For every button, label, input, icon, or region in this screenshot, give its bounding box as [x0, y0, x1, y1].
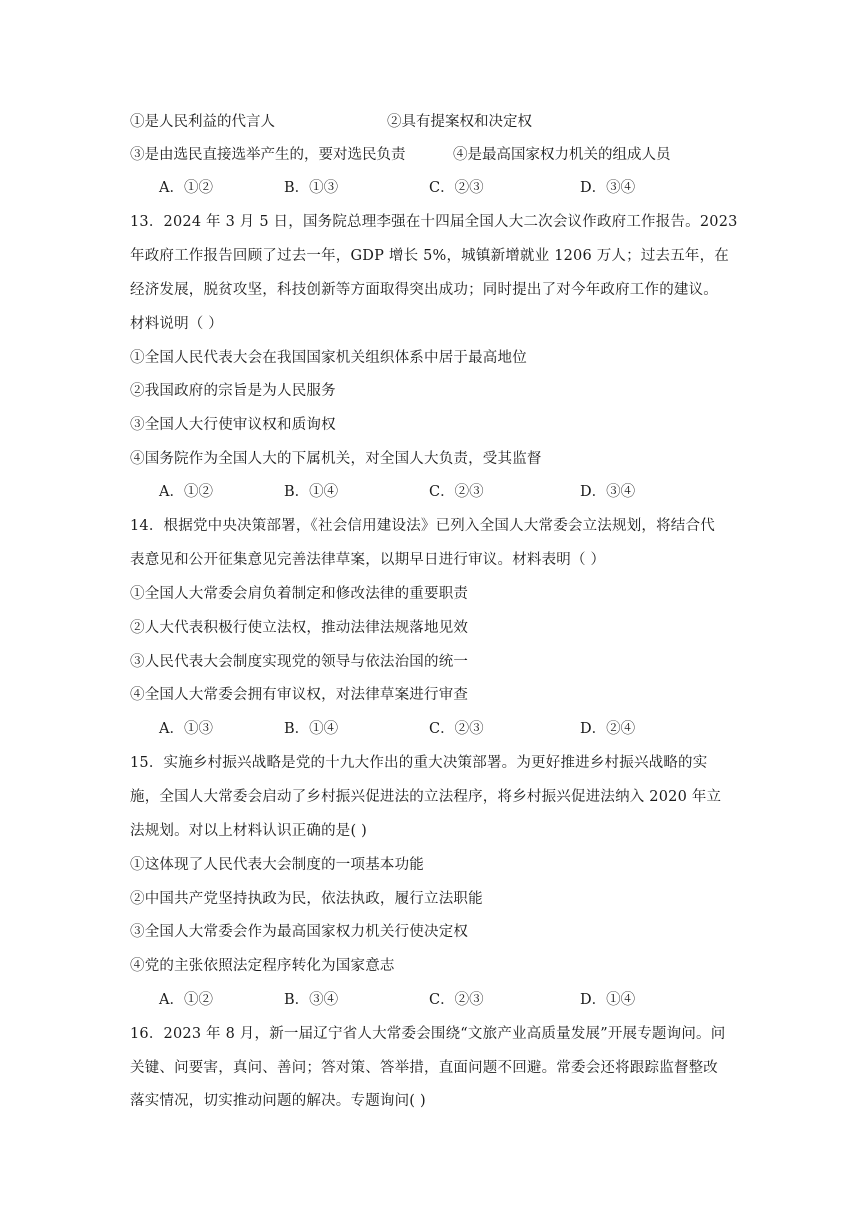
- q13-choice-c: C．②③: [429, 484, 484, 500]
- q13-stem-line-2: 年政府工作报告回顾了过去一年，GDP 增长 5%，城镇新增就业 1206 万人；过去五年，在: [130, 248, 730, 264]
- q13-choice-a: A．①②: [159, 484, 213, 500]
- q14-choice-b: B．①④: [284, 721, 339, 737]
- q13-option-2: ②我国政府的宗旨是为人民服务: [130, 383, 336, 399]
- q16-stem-line-1: 16．2023 年 8 月，新一届辽宁省人大常委会围绕“文旅产业高质量发展”开展专题询问。问: [130, 1026, 726, 1042]
- q14-option-4: ④全国人大常委会拥有审议权，对法律草案进行审查: [130, 687, 469, 703]
- q12-options-row-2: [130, 145, 740, 165]
- q15-option-2: ②中国共产党坚持执政为民，依法执政，履行立法职能: [130, 891, 483, 907]
- q12-option-1: ①是人民利益的代言人: [130, 114, 275, 130]
- q12-choice-b: B．①③: [284, 180, 339, 196]
- q14-option-1: ①全国人大常委会肩负着制定和修改法律的重要职责: [130, 586, 469, 602]
- q12-option-4: ④是最高国家权力机关的组成人员: [453, 147, 671, 163]
- q15-choice-d: D．①④: [580, 992, 636, 1008]
- q12-choice-d: D．③④: [580, 180, 636, 196]
- q15-choice-b: B．③④: [284, 992, 339, 1008]
- q15-stem-line-1: 15．实施乡村振兴战略是党的十九大作出的重大决策部署。为更好推进乡村振兴战略的实: [130, 755, 708, 771]
- q12-option-2: ②具有提案权和决定权: [387, 114, 532, 130]
- q15-option-3: ③全国人大常委会作为最高国家权力机关行使决定权: [130, 924, 469, 940]
- q13-stem-line-4: 材料说明（ ）: [130, 316, 224, 332]
- q16-stem-line-3: 落实情况，切实推动问题的解决。专题询问( ): [130, 1093, 426, 1109]
- q15-choices: [130, 990, 740, 1010]
- q13-option-1: ①全国人民代表大会在我国国家机关组织体系中居于最高地位: [130, 350, 527, 366]
- q13-choice-b: B．①④: [284, 484, 339, 500]
- q14-choice-c: C．②③: [429, 721, 484, 737]
- q12-option-3: ③是由选民直接选举产生的，要对选民负责: [130, 147, 406, 163]
- q13-option-3: ③全国人大行使审议权和质询权: [130, 417, 336, 433]
- q14-choice-d: D．②④: [580, 721, 636, 737]
- q12-choices: [130, 178, 740, 198]
- q14-option-3: ③人民代表大会制度实现党的领导与依法治国的统一: [130, 654, 469, 670]
- q15-option-4: ④党的主张依照法定程序转化为国家意志: [130, 958, 395, 974]
- q13-stem-line-1: 13．2024 年 3 月 5 日，国务院总理李强在十四届全国人大二次会议作政府工作报告。2023: [130, 214, 738, 230]
- q12-choice-a: A．①②: [159, 180, 213, 196]
- q13-stem-line-3: 经济发展，脱贫攻坚，科技创新等方面取得突出成功；同时提出了对今年政府工作的建议。: [130, 282, 718, 298]
- q15-option-1: ①这体现了人民代表大会制度的一项基本功能: [130, 857, 424, 873]
- q15-stem-line-3: 法规划。对以上材料认识正确的是( ): [130, 823, 368, 839]
- q12-options-row-1: [130, 112, 740, 132]
- q12-choice-c: C．②③: [429, 180, 484, 196]
- q15-stem-line-2: 施，全国人大常委会启动了乡村振兴促进法的立法程序，将乡村振兴促进法纳入 2020 年立: [130, 789, 722, 805]
- q16-stem-line-2: 关键、问要害，真问、善问；答对策、答举措，直面问题不回避。常委会还将跟踪监督整改: [130, 1060, 718, 1076]
- q13-choices: [130, 482, 740, 502]
- q14-choices: [130, 719, 740, 739]
- q13-option-4: ④国务院作为全国人大的下属机关，对全国人大负责，受其监督: [130, 451, 542, 467]
- q15-choice-a: A．①②: [159, 992, 213, 1008]
- q14-stem-line-2: 表意见和公开征集意见完善法律草案，以期早日进行审议。材料表明（ ）: [130, 552, 606, 568]
- q15-choice-c: C．②③: [429, 992, 484, 1008]
- q14-choice-a: A．①③: [159, 721, 213, 737]
- q14-option-2: ②人大代表积极行使立法权，推动法律法规落地见效: [130, 620, 469, 636]
- q13-choice-d: D．③④: [580, 484, 636, 500]
- q14-stem-line-1: 14．根据党中央决策部署，《社会信用建设法》已列入全国人大常委会立法规划，将结合代: [130, 518, 715, 534]
